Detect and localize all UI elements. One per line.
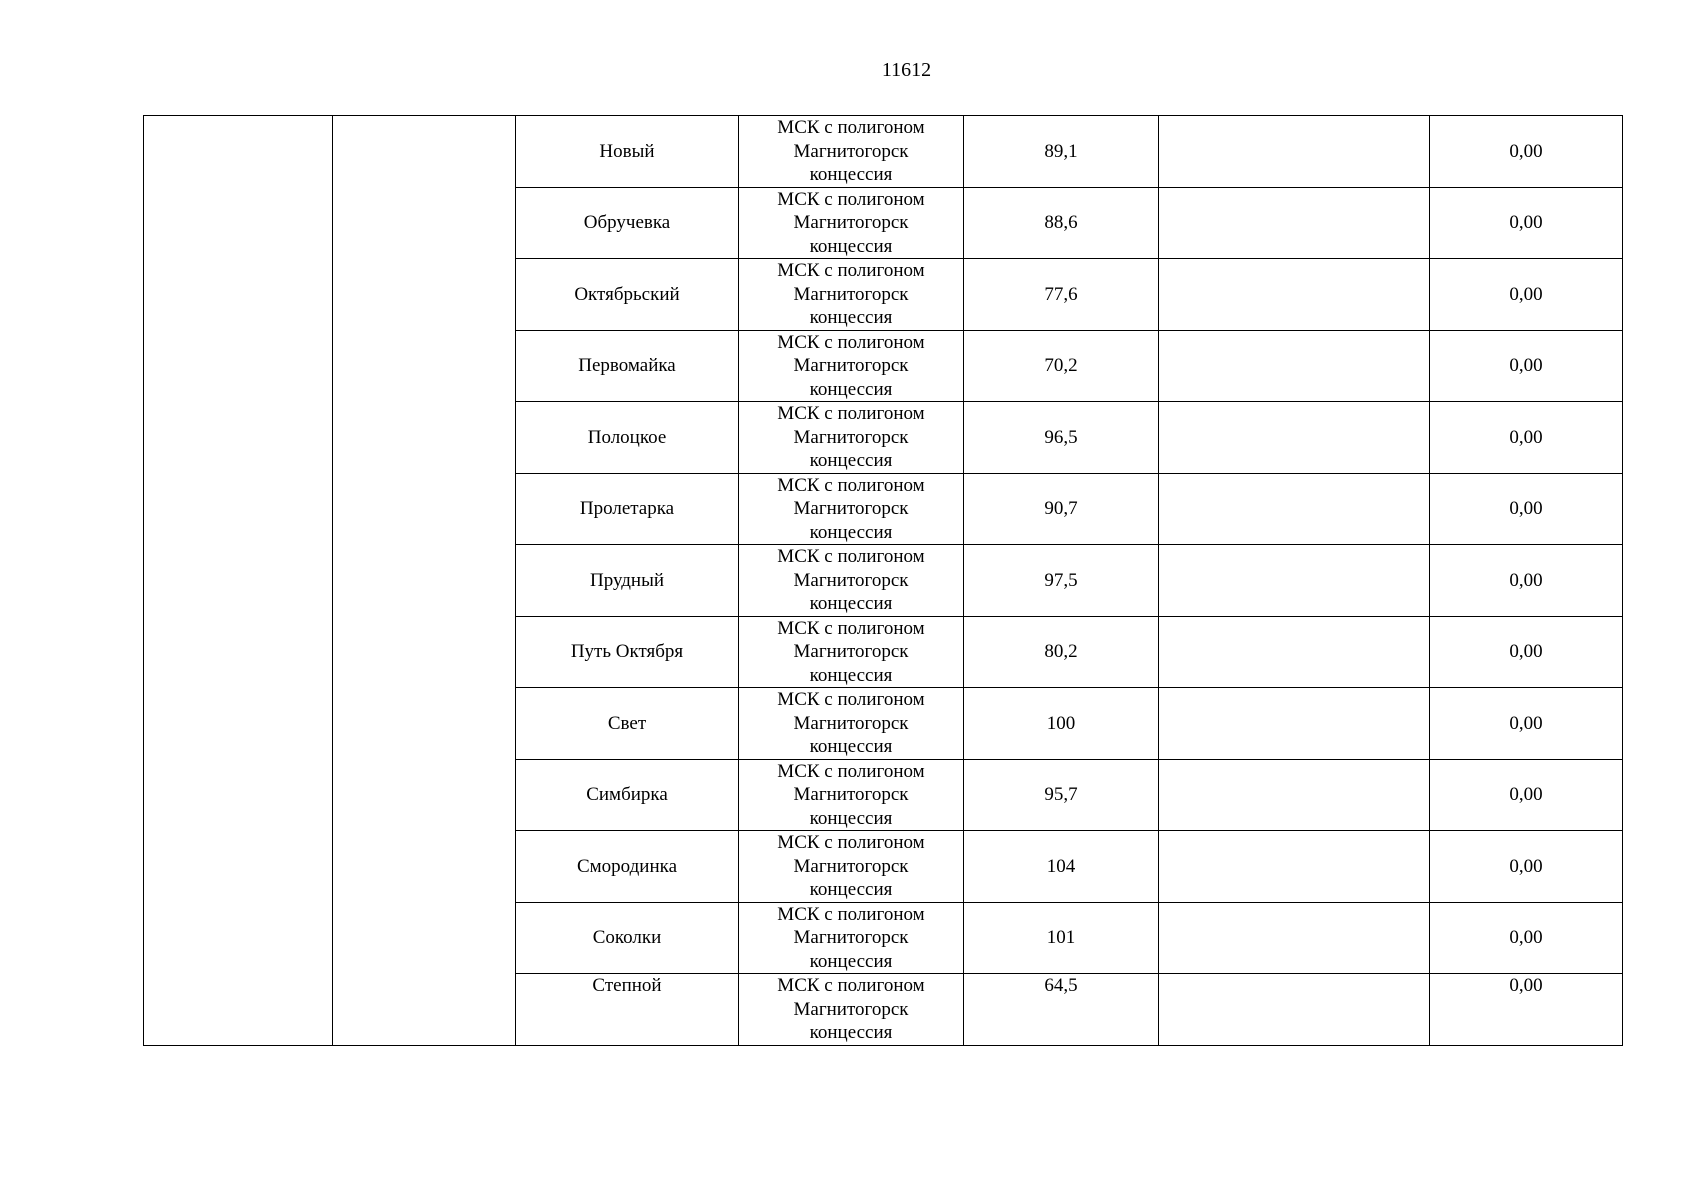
- amount-text: 0,00: [1509, 498, 1543, 519]
- object-cell: [739, 116, 964, 188]
- object-line: МСК с полигоном: [777, 617, 925, 639]
- object-cell: [739, 974, 964, 1046]
- object-line: Магнитогорск: [793, 355, 909, 376]
- object-cell: [739, 330, 964, 402]
- empty-cell: [1159, 330, 1430, 402]
- empty-cell: [1159, 473, 1430, 545]
- settlement-name: Новый: [599, 140, 655, 162]
- object-cell: [739, 759, 964, 831]
- object-line: концессия: [809, 164, 893, 185]
- empty-cell: [1159, 974, 1430, 1046]
- amount-text: 0,00: [1509, 927, 1543, 948]
- object-cell: [739, 688, 964, 760]
- object-line: МСК с полигоном: [777, 760, 925, 782]
- value-cell: [964, 759, 1159, 831]
- object-line: Магнитогорск: [793, 927, 909, 948]
- value-text: 88,6: [1044, 212, 1078, 233]
- value-text: 100: [1046, 712, 1076, 734]
- amount-text: 0,00: [1509, 855, 1543, 877]
- page-number: 11612: [881, 59, 932, 81]
- amount-cell: [1430, 473, 1623, 545]
- settlement-cell: [516, 116, 739, 188]
- amount-text: 0,00: [1509, 641, 1543, 662]
- settlement-cell: [516, 187, 739, 259]
- object-line: МСК с полигоном: [777, 331, 925, 353]
- amount-text: 0,00: [1509, 212, 1543, 233]
- settlement-cell: [516, 259, 739, 331]
- settlement-cell: [516, 473, 739, 545]
- empty-cell: [1159, 902, 1430, 974]
- object-line: Магнитогорск: [793, 855, 909, 877]
- value-cell: [964, 545, 1159, 617]
- object-line: концессия: [809, 807, 893, 829]
- object-cell: [739, 259, 964, 331]
- empty-cell: [1159, 402, 1430, 474]
- empty-cell: [1159, 545, 1430, 617]
- amount-cell: [1430, 259, 1623, 331]
- settlement-cell: [516, 831, 739, 903]
- amount-cell: [1430, 545, 1623, 617]
- empty-cell: [1159, 616, 1430, 688]
- settlement-cell: [516, 616, 739, 688]
- value-text: 80,2: [1044, 641, 1078, 662]
- empty-cell: [1159, 259, 1430, 331]
- object-line: МСК с полигоном: [777, 903, 925, 925]
- object-line: Магнитогорск: [793, 212, 909, 233]
- settlement-name: Свет: [607, 712, 647, 734]
- object-line: МСК с полигоном: [777, 403, 925, 424]
- object-line: концессия: [809, 378, 893, 400]
- object-line: Магнитогорск: [793, 641, 909, 662]
- amount-cell: [1430, 902, 1623, 974]
- object-line: МСК с полигоном: [777, 474, 925, 496]
- object-cell: [739, 545, 964, 617]
- settlement-cell: [516, 759, 739, 831]
- settlement-name: Симбирка: [586, 784, 668, 805]
- object-line: концессия: [809, 1022, 893, 1043]
- object-cell: [739, 831, 964, 903]
- settlement-cell: [516, 402, 739, 474]
- value-text: 95,7: [1044, 784, 1078, 805]
- table-body: [144, 116, 1623, 1046]
- object-line: концессия: [809, 521, 893, 543]
- object-cell: [739, 473, 964, 545]
- object-line: концессия: [809, 736, 893, 757]
- amount-cell: [1430, 402, 1623, 474]
- amount-cell: [1430, 330, 1623, 402]
- object-line: МСК с полигоном: [777, 188, 925, 210]
- amount-text: 0,00: [1509, 569, 1543, 591]
- object-line: МСК с полигоном: [777, 117, 925, 138]
- empty-cell: [1159, 759, 1430, 831]
- value-text: 96,5: [1044, 426, 1078, 448]
- amount-cell: [1430, 831, 1623, 903]
- settlement-name: Пролетарка: [579, 498, 675, 519]
- value-cell: [964, 616, 1159, 688]
- value-cell: [964, 116, 1159, 188]
- object-line: МСК с полигоном: [777, 260, 925, 281]
- value-cell: [964, 974, 1159, 1046]
- value-text: 101: [1046, 927, 1076, 948]
- object-line: концессия: [809, 950, 893, 972]
- value-text: 70,2: [1044, 355, 1078, 376]
- empty-cell: [1159, 116, 1430, 188]
- object-line: МСК с полигоном: [777, 832, 925, 853]
- amount-text: 0,00: [1509, 283, 1543, 305]
- amount-cell: [1430, 116, 1623, 188]
- empty-cell: [1159, 187, 1430, 259]
- merged-empty-cell-1: [144, 116, 333, 1046]
- amount-text: 0,00: [1509, 355, 1543, 376]
- value-cell: [964, 688, 1159, 760]
- settlement-name: Прудный: [589, 569, 665, 591]
- value-text: 64,5: [1044, 975, 1078, 996]
- value-text: 77,6: [1044, 283, 1078, 305]
- merged-empty-cell-2: [333, 116, 516, 1046]
- settlement-cell: [516, 902, 739, 974]
- object-line: Магнитогорск: [793, 140, 909, 162]
- object-line: МСК с полигоном: [777, 546, 925, 567]
- object-line: концессия: [809, 235, 893, 257]
- amount-cell: [1430, 759, 1623, 831]
- settlement-name: Путь Октября: [570, 641, 684, 662]
- settlement-name: Степной: [592, 975, 662, 996]
- object-cell: [739, 902, 964, 974]
- object-cell: [739, 616, 964, 688]
- object-line: концессия: [809, 307, 893, 328]
- settlement-cell: [516, 330, 739, 402]
- value-cell: [964, 902, 1159, 974]
- value-cell: [964, 259, 1159, 331]
- object-line: Магнитогорск: [793, 498, 909, 519]
- object-line: концессия: [809, 879, 893, 900]
- value-cell: [964, 402, 1159, 474]
- settlement-name: Полоцкое: [587, 426, 667, 448]
- data-table: [143, 115, 1623, 1046]
- value-text: 97,5: [1044, 569, 1078, 591]
- object-cell: [739, 402, 964, 474]
- amount-cell: [1430, 974, 1623, 1046]
- amount-cell: [1430, 616, 1623, 688]
- settlement-name: Обручевка: [583, 212, 671, 233]
- object-line: Магнитогорск: [793, 283, 909, 305]
- amount-text: 0,00: [1509, 784, 1543, 805]
- settlement-cell: [516, 545, 739, 617]
- settlement-name: Соколки: [592, 927, 662, 948]
- amount-cell: [1430, 187, 1623, 259]
- object-line: Магнитогорск: [793, 426, 909, 448]
- settlement-name: Октябрьский: [574, 283, 680, 305]
- object-line: Магнитогорск: [793, 569, 909, 591]
- object-line: концессия: [809, 450, 893, 471]
- object-line: концессия: [809, 664, 893, 686]
- settlement-name: Смородинка: [576, 855, 678, 877]
- empty-cell: [1159, 831, 1430, 903]
- value-text: 90,7: [1044, 498, 1078, 519]
- object-line: Магнитогорск: [793, 712, 909, 734]
- amount-cell: [1430, 688, 1623, 760]
- object-cell: [739, 187, 964, 259]
- object-line: концессия: [809, 593, 893, 614]
- amount-text: 0,00: [1509, 975, 1543, 996]
- amount-text: 0,00: [1509, 426, 1543, 448]
- value-cell: [964, 473, 1159, 545]
- amount-text: 0,00: [1509, 140, 1543, 162]
- amount-text: 0,00: [1509, 712, 1543, 734]
- value-cell: [964, 831, 1159, 903]
- settlement-cell: [516, 688, 739, 760]
- object-line: МСК с полигоном: [777, 689, 925, 710]
- value-cell: [964, 187, 1159, 259]
- object-line: Магнитогорск: [793, 784, 909, 805]
- settlement-cell: [516, 974, 739, 1046]
- settlement-name: Первомайка: [578, 355, 676, 376]
- value-cell: [964, 330, 1159, 402]
- empty-cell: [1159, 688, 1430, 760]
- table-row: [144, 116, 1623, 188]
- value-text: 104: [1046, 855, 1076, 877]
- object-line: МСК с полигоном: [777, 975, 925, 996]
- value-text: 89,1: [1044, 140, 1078, 162]
- object-line: Магнитогорск: [793, 998, 909, 1020]
